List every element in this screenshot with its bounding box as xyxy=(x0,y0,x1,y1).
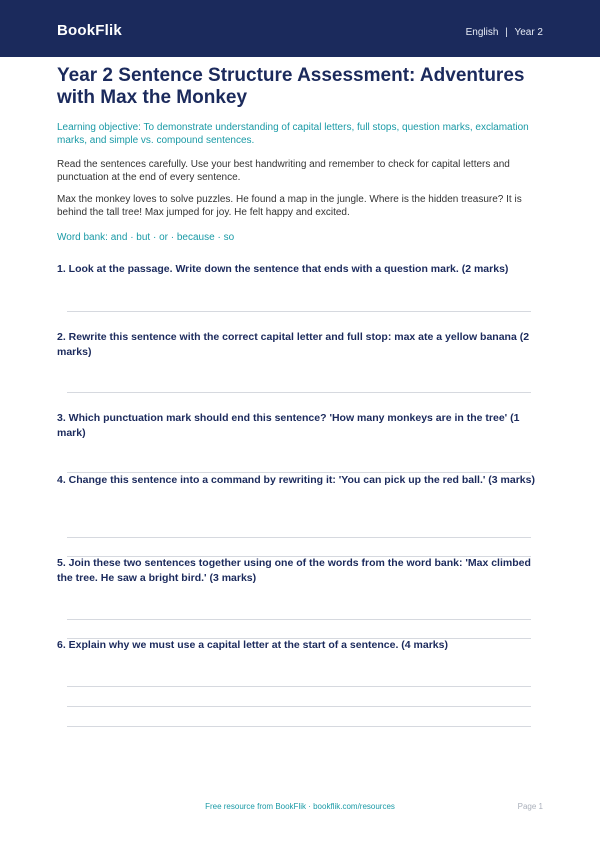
instructions-text: Read the sentences carefully. Use your best handwriting and remember to check for capital letters and punctuation at the end of every sentence. xyxy=(57,159,510,183)
answer-line[interactable] xyxy=(67,726,531,727)
answer-line[interactable] xyxy=(67,537,531,538)
header-bar xyxy=(0,0,600,57)
breadcrumb xyxy=(466,27,543,38)
answer-line[interactable] xyxy=(67,686,531,687)
question-4: 4. Change this sentence into a command by rewriting it: 'You can pick up the red ball.' (3 marks) xyxy=(57,474,535,486)
question-5: 5. Join these two sentences together using one of the words from the word bank: 'Max climbed the tree. He saw a bright bird.' (3 marks) xyxy=(57,557,531,584)
answer-line[interactable] xyxy=(67,706,531,707)
breadcrumb-year[interactable]: Year 2 xyxy=(514,27,543,38)
question-3: 3. Which punctuation mark should end this sentence? 'How many monkeys are in the tree' (1 mark) xyxy=(57,412,520,439)
breadcrumb-separator: | xyxy=(505,27,508,38)
footer-credit[interactable]: Free resource from BookFlik · bookflik.com/resources xyxy=(205,802,395,811)
answer-line[interactable] xyxy=(67,392,531,393)
question-6: 6. Explain why we must use a capital letter at the start of a sentence. (4 marks) xyxy=(57,639,448,651)
breadcrumb-subject[interactable]: English xyxy=(465,27,499,38)
reading-passage: Max the monkey loves to solve puzzles. He found a map in the jungle. Where is the hidden treasure? It is behind the tall tree! Max jumped for joy. He felt happy and excited. xyxy=(57,194,522,218)
learning-objective: Learning objective: To demonstrate understanding of capital letters, full stops, question marks, exclamation marks, and simple vs. compound sentences. xyxy=(57,122,529,146)
word-bank: Word bank: and · but · or · because · so xyxy=(57,232,235,243)
answer-line[interactable] xyxy=(67,311,531,312)
question-2: 2. Rewrite this sentence with the correct capital letter and full stop: max ate a yellow banana (2 marks) xyxy=(57,331,530,358)
answer-line[interactable] xyxy=(67,619,531,620)
brand-logo[interactable]: BookFlik xyxy=(57,22,122,39)
page-title: Year 2 Sentence Structure Assessment: Adventures with Max the Monkey xyxy=(57,65,525,108)
question-1: 1. Look at the passage. Write down the sentence that ends with a question mark. (2 marks) xyxy=(57,263,509,275)
page-number: Page 1 xyxy=(517,802,543,811)
